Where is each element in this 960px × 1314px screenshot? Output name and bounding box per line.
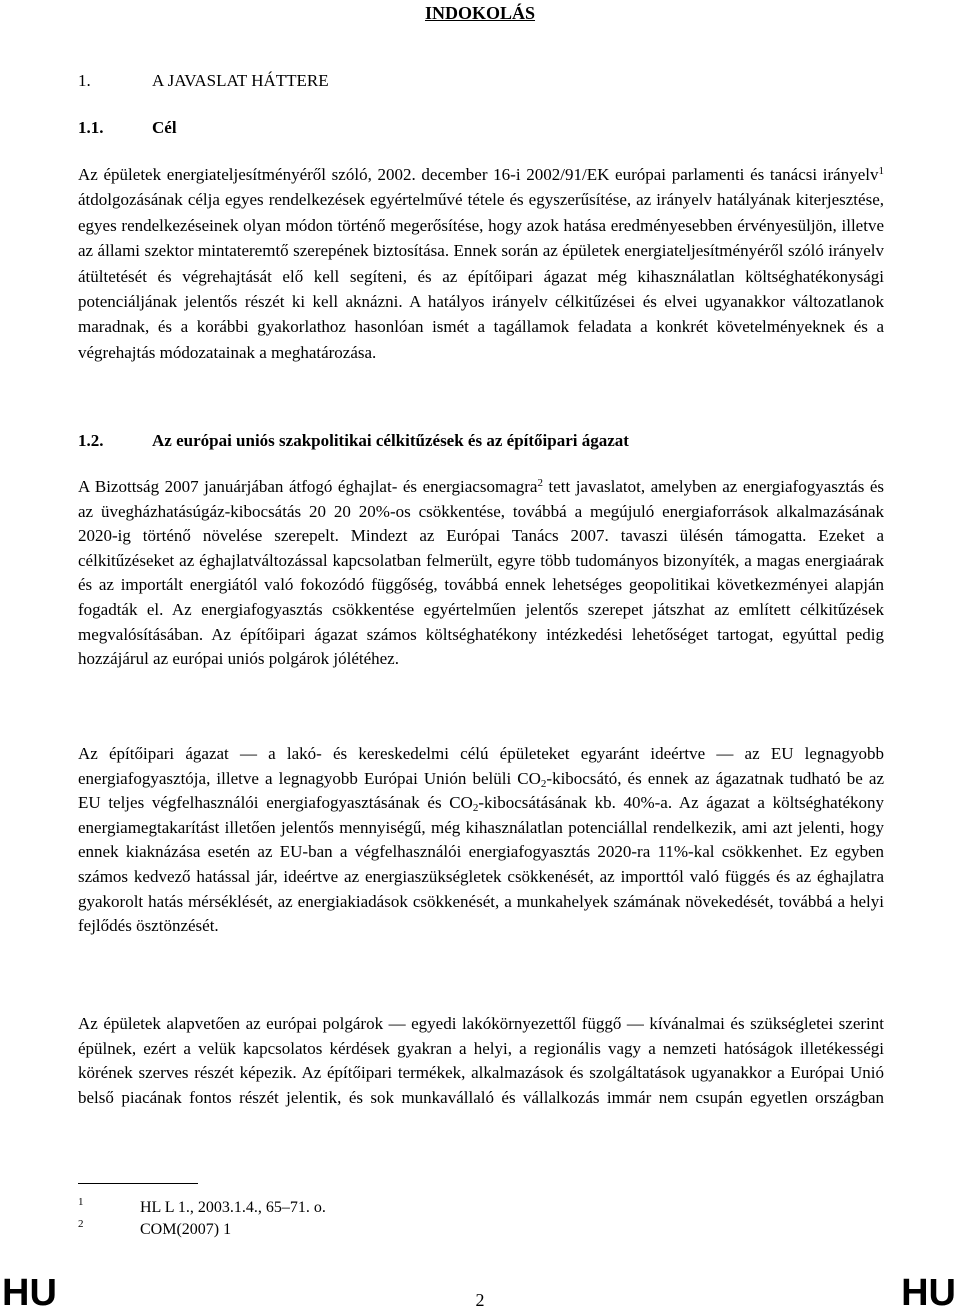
language-code-left: HU	[2, 1272, 57, 1314]
paragraph-citizens	[78, 1012, 884, 1110]
page-number: 2	[475, 1290, 485, 1310]
footnote-ref: 1	[878, 165, 884, 177]
subscript: 2	[540, 777, 547, 790]
section-number: 1.2.	[78, 431, 104, 450]
language-code-right: HU	[901, 1272, 956, 1314]
subscript: 2	[472, 802, 479, 815]
section-title: Az európai uniós szakpolitikai célkitűzések és az építőipari ágazat	[152, 431, 629, 450]
footnote-ref: 2	[537, 477, 543, 489]
footnote-separator	[78, 1183, 198, 1184]
paragraph-text: A Bizottság 2007 januárjában átfogó éghajlat- és energiacsomagra	[78, 477, 538, 496]
paragraph-goal	[78, 162, 884, 365]
section-title: A JAVASLAT HÁTTERE	[152, 71, 329, 90]
section-title: Cél	[152, 118, 177, 137]
section-number: 1.1.	[78, 118, 104, 137]
section-heading-1-1	[78, 117, 177, 139]
footnote-text: COM(2007) 1	[140, 1221, 232, 1238]
paragraph-text: tett javaslatot, amelyben az energiafogyasztás és az üvegházhatásúgáz-kibocsátás 20 20 20%-os csökkentése, továbbá a megújuló energiaforrások alkalmazásának 2020-ig történő növelése szerepelt. Mindezt az Európai Tanács 2007. tavaszi ülésén támogatta. Ezeket a célkitűzéseket az éghajlatváltozással kapcsolatban felmerült, egyre több tudományos bizonyíték, a magas energiaárak és az importált energiától való fokozódó függőség, továbbá ennek lehetséges geopolitikai következményei alapján fogadták el. Az energiafogyasztás csökkentése egyértelműen jelentős szerepet játszhat az említett célkitűzések megvalósításában. Az építőipari ágazat számos költséghatékony intézkedési lehetőséget tartogat, egyúttal pedig hozzájárul az európai uniós polgárok jólétéhez.	[78, 477, 884, 669]
paragraph-text: Az építőipari ágazat — a lakó- és kereskedelmi célú épületeket egyaránt ideértve — az EU legnagyobb energiafogyasztója, illetve a legnagyobb Európai Unión belüli CO	[78, 744, 884, 788]
paragraph-text: Az épületek energiateljesítményéről szóló, 2002. december 16-i 2002/91/EK európai parlamenti és tanácsi irányelv	[78, 165, 879, 184]
footnote-number: 1	[78, 1196, 84, 1208]
paragraph-text: -kibocsátó, és ennek az ágazatnak tudható be az EU teljes végfelhasználói energiafogyasztásának és CO	[78, 768, 884, 813]
section-number: 1.	[78, 71, 91, 90]
paragraph-text: -kibocsátásának kb. 40%-a. Az ágazat a költséghatékony energiamegtakarítást illetően jelentős mennyiségű, még kihasználatlan potenciállal rendelkezik, ami azt jelenti, hogy ennek kiaknázása esetén az EU-ban a végfelhasználói energiafogyasztás 2020-ra 11%-kal csökkenhet. Ez egyben számos kedvező hatással jár, ideértve az energiaszükségletek csökkenését, az importtól való függés és az éghajlatra gyakorolt hatás mérséklését, az energiakiadások csökkenését, a munkahelyek számának növekedését, továbbá a helyi fejlődés ösztönzését.	[78, 793, 884, 936]
section-heading-1	[78, 70, 329, 92]
section-heading-1-2	[78, 430, 629, 452]
paragraph-eu-policy	[78, 475, 884, 672]
paragraph-text: átdolgozásának célja egyes rendelkezések egyértelművé tétele és egyszerűsítése, az irányelv hatályának kiterjesztése, egyes rendelkezéseinek olyan módon történő megerősítése, hogy azok hatása eredményesebben érvényesüljön, illetve az állami szektor mintateremtő szerepének biztosítása. Ennek során az épületek energiateljesítményéről szóló irányelv átültetését és végrehajtását elő kell segíteni, és az építőipari ágazat még kihasználatlan költséghatékonysági potenciáljának jelentős részét ki kell aknázni. A hatályos irányelv célkitűzései és elvei ugyanakkor változatlanok maradnak, és a korábbi gyakorlathoz hasonlóan ismét a tagállamok feladata a konkrét követelményeknek és a végrehajtás módozatainak a meghatározása.	[78, 190, 884, 362]
document-title: INDOKOLÁS	[424, 3, 536, 23]
footnote-2	[78, 1220, 231, 1240]
paragraph-building-sector	[78, 742, 884, 939]
paragraph-text: Az épületek alapvetően az európai polgárok — egyedi lakókörnyezettől függő — kívánalmai és szükségletei szerint épülnek, ezért a velük kapcsolatos kérdések gyakran a helyi, a regionális vagy a nemzeti hatóságok illetékességi körének szerves részét képezik. Az építőipari termékek, alkalmazások és szolgáltatások ugyanakkor a Európai Unió belső piacának fontos részét jelentik, és sok munkavállaló és vállalkozás immár nem csupán egyetlen országban	[78, 1014, 884, 1107]
footnote-text: HL L 1., 2003.1.4., 65–71. o.	[140, 1199, 326, 1216]
footnote-number: 2	[78, 1218, 84, 1230]
